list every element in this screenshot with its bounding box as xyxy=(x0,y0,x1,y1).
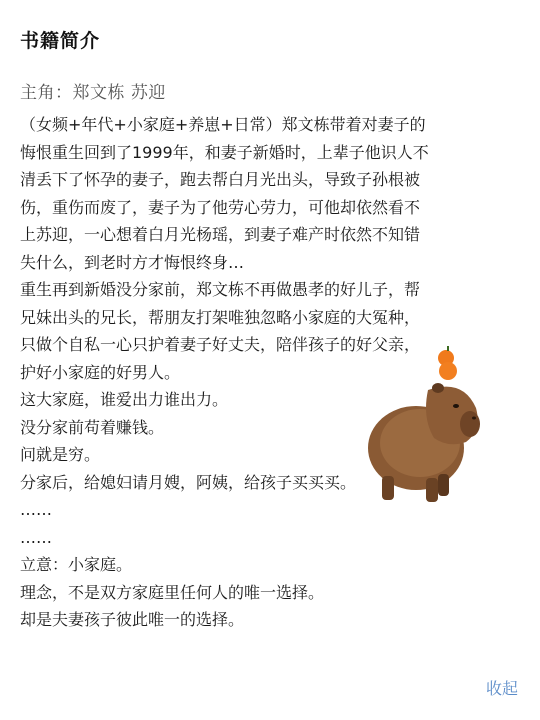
intro-line: 立意：小家庭。 xyxy=(20,555,133,574)
intro-line: 理念，不是双方家庭里任何人的唯一选择。 xyxy=(20,582,325,602)
section-title: 书籍简介 xyxy=(20,30,101,52)
capybara-sticker-icon xyxy=(368,338,488,508)
intro-line: （女频+年代+小家庭+养崽+日常）郑文栋带着对妻子的 xyxy=(20,115,426,134)
intro-line: 兄妹出头的兄长，帮朋友打架唯独忽略小家庭的大冤种， xyxy=(20,307,421,327)
collapse-link[interactable]: 收起 xyxy=(485,679,518,698)
intro-line: 护好小家庭的好男人。 xyxy=(20,362,181,382)
intro-line: 失什么，到老时方才悔恨终身… xyxy=(20,252,245,272)
intro-line: 重生再到新婚没分家前，郑文栋不再做愚孝的好儿子，帮 xyxy=(20,280,421,299)
intro-line: 这大家庭，谁爱出力谁出力。 xyxy=(20,390,229,409)
intro-line: …… xyxy=(20,500,52,519)
intro-line: 没分家前苟着赚钱。 xyxy=(20,417,165,437)
intro-line: 伤，重伤而废了，妻子为了他劳心劳力，可他却依然看不 xyxy=(20,197,421,217)
intro-line: 清丢下了怀孕的妻子，跑去帮白月光出头，导致子孙根被 xyxy=(20,170,421,189)
intro-line: …… xyxy=(20,527,52,547)
intro-line: 只做个自私一心只护着妻子好丈夫，陪伴孩子的好父亲， xyxy=(20,335,421,354)
protagonists-line: 主角：郑文栋 苏迎 xyxy=(20,83,166,103)
intro-line: 分家后，给媳妇请月嫂，阿姨，给孩子买买买。 xyxy=(20,472,357,492)
intro-line: 悔恨重生回到了1999年，和妻子新婚时，上辈子他识人不 xyxy=(20,142,429,162)
intro-line: 却是夫妻孩子彼此唯一的选择。 xyxy=(20,610,245,629)
intro-line: 问就是穷。 xyxy=(20,445,101,464)
intro-line: 上苏迎，一心想着白月光杨瑶，到妻子难产时依然不知错 xyxy=(20,225,421,244)
